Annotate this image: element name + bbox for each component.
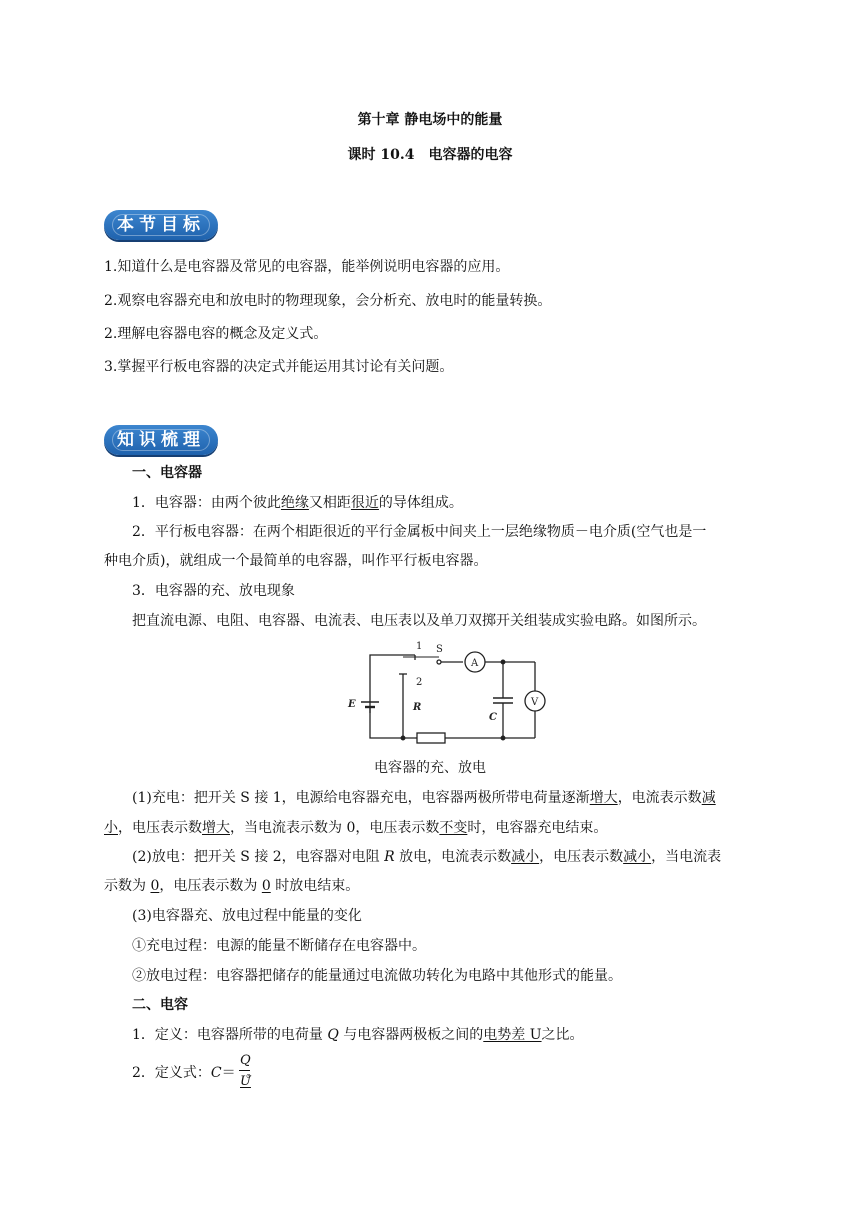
formula-end: 。 <box>246 1065 260 1081</box>
goals-badge: 本节目标 <box>104 210 218 240</box>
para-parallel-plate-1: 2．平行板电容器：在两个相距很近的平行金属板中间夹上一层绝缘物质－电介质(空气也是一 <box>132 524 707 540</box>
para-discharging-1: (2)放电：把开关 S 接 2，电容器对电阻 R 放电，电流表示数减小，电压表示数减小，当电流表 <box>132 849 722 865</box>
label-ammeter: A <box>471 658 479 669</box>
para-energy-charge: ①充电过程：电源的能量不断储存在电容器中。 <box>132 938 426 954</box>
para-charging-2: 小，电压表示数增大，当电流表示数为 0，电压表示数不变时，电容器充电结束。 <box>104 820 608 836</box>
formula-numerator: Q <box>240 1053 251 1068</box>
para-parallel-plate-2: 种电介质)，就组成一个最简单的电容器，叫作平行板电容器。 <box>104 553 488 569</box>
section-heading-capacitance: 二、电容 <box>132 997 188 1013</box>
para-energy-heading: (3)电容器充、放电过程中能量的变化 <box>132 908 362 924</box>
label-switch: S <box>436 644 443 655</box>
para-formula: 2．定义式：C＝ <box>132 1065 236 1081</box>
label-resistor: R <box>413 702 422 713</box>
para-charge-discharge-heading: 3．电容器的充、放电现象 <box>132 583 295 599</box>
para-capacitance-def: 1．定义：电容器所带的电荷量 Q 与电容器两极板之间的电势差 U之比。 <box>132 1027 584 1043</box>
para-energy-discharge: ②放电过程：电容器把储存的能量通过电流做功转化为电路中其他形式的能量。 <box>132 968 622 984</box>
label-two: 2 <box>416 677 423 688</box>
label-one: 1 <box>416 641 423 652</box>
label-emf: E <box>348 699 356 710</box>
goal-item-3: 2.理解电容器电容的概念及定义式。 <box>104 326 328 342</box>
goal-item-1: 1.知道什么是电容器及常见的电容器，能举例说明电容器的应用。 <box>104 259 510 275</box>
goal-item-2: 2.观察电容器充电和放电时的物理现象，会分析充、放电时的能量转换。 <box>104 293 552 309</box>
blank-insulated: 绝缘 <box>280 495 309 511</box>
para-experiment: 把直流电源、电阻、电容器、电流表、电压表以及单刀双掷开关组装成实验电路。如图所示。 <box>132 613 706 629</box>
para-discharging-2: 示数为 0，电压表示数为 0 时放电结束。 <box>104 878 360 894</box>
chapter-title: 第十章 静电场中的能量 <box>357 112 503 128</box>
para-charging-1: (1)充电：把开关 S 接 1，电源给电容器充电，电容器两极所带电荷量逐渐增大，电流表示数减 <box>132 790 716 806</box>
label-voltmeter: V <box>531 697 539 708</box>
formula-denominator: U <box>240 1074 251 1089</box>
knowledge-badge: 知识梳理 <box>104 425 218 455</box>
section-heading-capacitor: 一、电容器 <box>132 465 202 481</box>
label-capacitor: C <box>489 712 497 723</box>
goal-item-4: 3.掌握平行板电容器的决定式并能运用其讨论有关问题。 <box>104 359 454 375</box>
lesson-title: 课时 10.4 电容器的电容 <box>347 147 513 163</box>
figure-caption: 电容器的充、放电 <box>374 760 486 776</box>
blank-close: 很近 <box>350 495 379 511</box>
para-capacitor-def: 1．电容器：由两个彼此绝缘又相距很近的导体组成。 <box>132 495 463 511</box>
resistor-icon <box>417 733 445 743</box>
circuit-diagram <box>345 640 565 750</box>
